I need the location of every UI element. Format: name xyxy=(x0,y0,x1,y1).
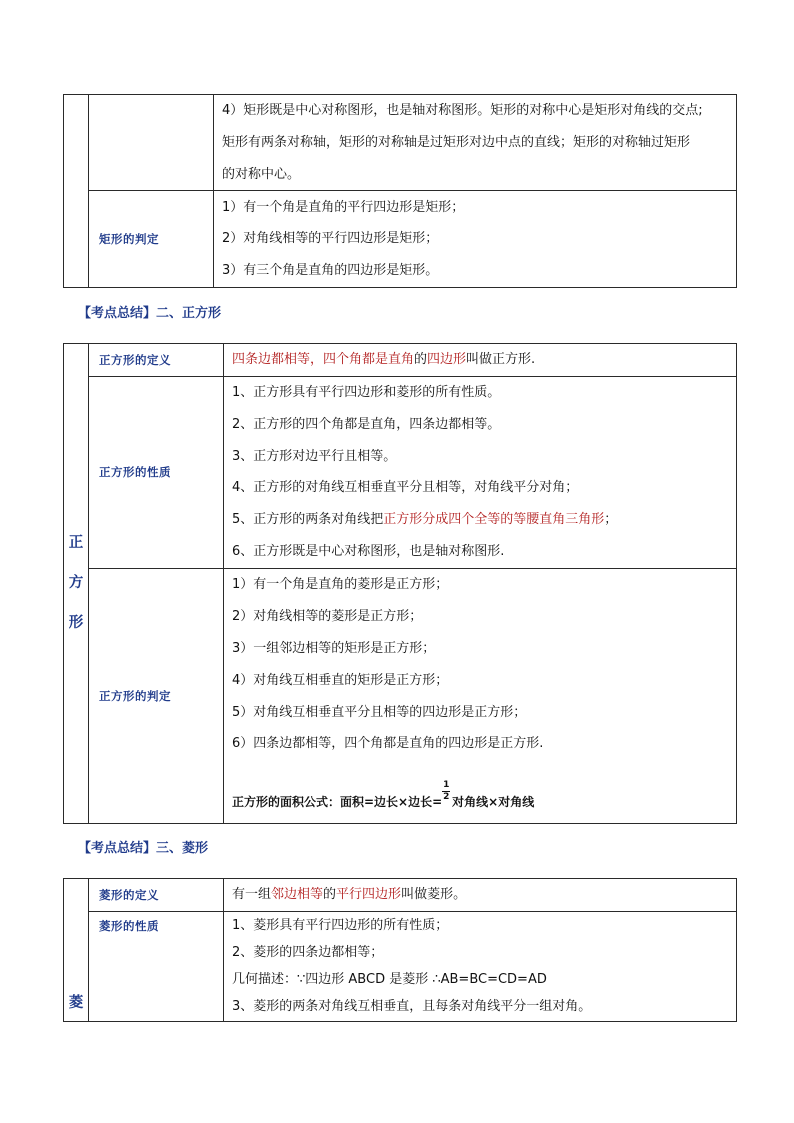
plain-text: 的 xyxy=(323,887,337,902)
fraction-denominator: 2 xyxy=(443,792,450,803)
list-item: 6、正方形既是中心对称图形，也是轴对称图形. xyxy=(232,543,505,559)
list-item: 5）对角线互相垂直平分且相等的四边形是正方形； xyxy=(232,704,527,720)
plain-text: 5、正方形的两条对角线把 xyxy=(232,512,384,528)
text-line: 矩形有两条对称轴，矩形的对称轴是过矩形对边中点的直线；矩形的对称轴过矩形 xyxy=(222,134,691,150)
list-item: 4、正方形的对角线互相垂直平分且相等，对角线平分对角； xyxy=(232,480,579,496)
square-prop-label: 正方形的性质 xyxy=(89,376,224,568)
list-item xyxy=(232,504,728,536)
highlight-text: 四边形 xyxy=(427,352,467,367)
list-item: 3、正方形对边平行且相等。 xyxy=(232,448,397,464)
plain-text: ； xyxy=(604,512,618,528)
list-item: 3）一组邻边相等的矩形是正方形； xyxy=(232,641,436,656)
rect-judge-content xyxy=(214,191,737,288)
side-char: 形 xyxy=(68,615,84,632)
definition-text xyxy=(232,879,728,911)
rhombus-prop-content xyxy=(224,911,737,1021)
list-item: 1）有一个角是直角的菱形是正方形； xyxy=(232,577,449,593)
section-heading-rhombus: 【考点总结】三、菱形 xyxy=(78,841,209,856)
list-item: 几何描述：∵四边形 ABCD 是菱形 ∴AB=BC=CD=AD xyxy=(232,971,547,987)
plain-text: 叫做正方形. xyxy=(466,352,536,367)
list-item: 2、正方形的四个角都是直角，四条边都相等。 xyxy=(232,416,501,432)
area-formula-block xyxy=(232,760,728,822)
list-item: 2）对角线相等的菱形是正方形； xyxy=(232,609,423,625)
plain-text: 有一组 xyxy=(232,887,272,902)
list-item: 1、正方形具有平行四边形和菱形的所有性质。 xyxy=(232,384,501,400)
plain-text: 叫做菱形。 xyxy=(401,887,467,902)
list-item: 4）对角线互相垂直的矩形是正方形； xyxy=(232,672,449,688)
side-cell xyxy=(64,95,89,288)
list-item: 3）有三个角是直角的四边形是矩形。 xyxy=(222,263,439,279)
side-char: 正 xyxy=(68,535,84,552)
square-def-label: 正方形的定义 xyxy=(89,344,224,377)
list-item: 3、菱形的两条对角线互相垂直，且每条对角线平分一组对角。 xyxy=(232,998,592,1014)
highlight-text: 四条边都相等，四个角都是直角 xyxy=(232,352,415,367)
text-line: 4）矩形既是中心对称图形，也是轴对称图形。矩形的对称中心是矩形对角线的交点; xyxy=(222,103,703,118)
square-prop-content xyxy=(224,376,737,568)
square-table xyxy=(63,343,737,824)
square-side-cell xyxy=(64,344,89,824)
list-item: 2、菱形的四条边都相等； xyxy=(232,944,384,960)
highlight-text: 正方形分成四个全等的等腰直角三角形 xyxy=(383,512,605,528)
rect-judge-label: 矩形的判定 xyxy=(89,191,214,288)
list-item: 1、菱形具有平行四边形的所有性质； xyxy=(232,917,449,933)
rhombus-def-content xyxy=(224,879,737,912)
rhombus-prop-label: 菱形的性质 xyxy=(89,911,224,1021)
empty-label-cell xyxy=(89,95,214,191)
highlight-text: 邻边相等 xyxy=(271,887,324,902)
square-judge-label: 正方形的判定 xyxy=(89,568,224,823)
rect-property-4 xyxy=(214,95,737,191)
list-item: 2）对角线相等的平行四边形是矩形； xyxy=(222,231,439,247)
rhombus-table xyxy=(63,878,737,1022)
rhombus-def-label: 菱形的定义 xyxy=(89,879,224,912)
list-item: 1）有一个角是直角的平行四边形是矩形； xyxy=(222,199,465,215)
plain-text: 的 xyxy=(414,352,428,367)
section-heading-square: 【考点总结】二、正方形 xyxy=(78,306,222,321)
square-judge-content xyxy=(224,568,737,823)
area-formula xyxy=(232,780,535,810)
rhombus-side-cell xyxy=(64,879,89,1022)
side-char: 方 xyxy=(68,575,84,592)
definition-text xyxy=(232,344,728,376)
formula-text: 正方形的面积公式：面积=边长×边长= xyxy=(232,795,443,810)
highlight-text: 平行四边形 xyxy=(336,887,402,902)
formula-text: 对角线×对角线 xyxy=(452,795,535,810)
rectangle-table xyxy=(63,94,737,288)
list-item: 6）四条边都相等，四个角都是直角的四边形是正方形. xyxy=(232,736,544,752)
fraction-numerator: 1 xyxy=(443,780,450,791)
text-line: 的对称中心。 xyxy=(222,166,301,182)
square-def-content xyxy=(224,344,737,377)
side-char: 菱 xyxy=(68,994,84,1011)
